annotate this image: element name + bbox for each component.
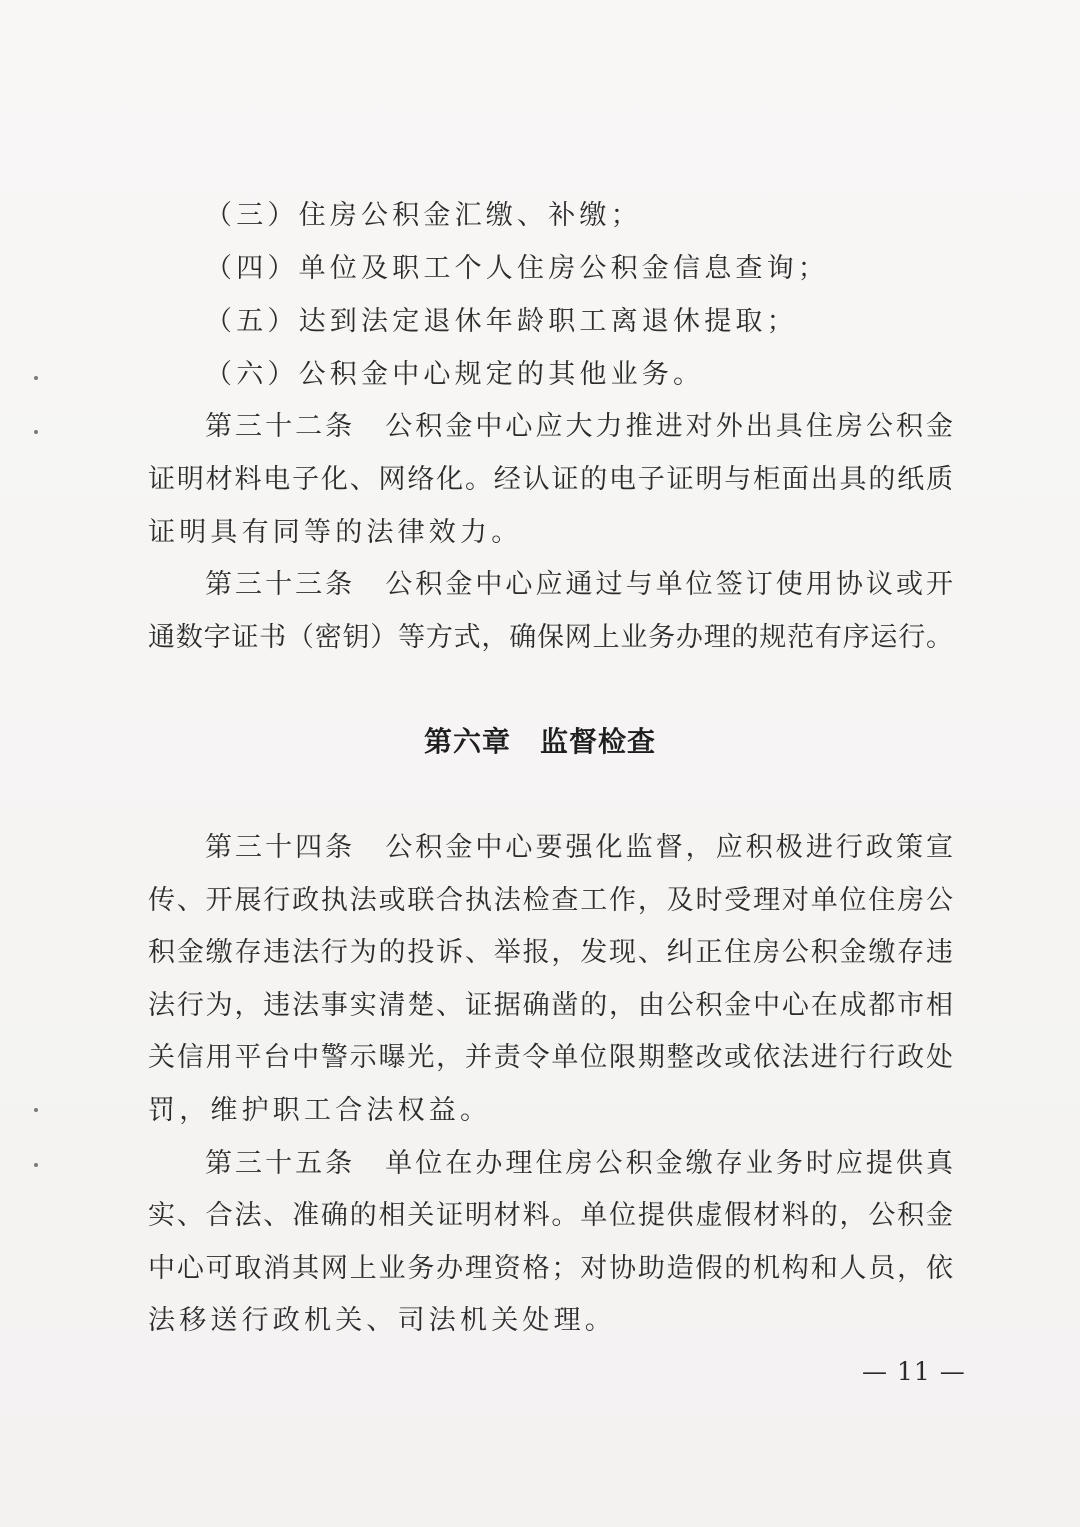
- article-35-line-2: 实、合法、准确的相关证明材料。单位提供虚假材料的，公积金: [148, 1200, 953, 1231]
- article-34-line-1: 第三十四条 公积金中心要强化监督，应积极进行政策宣: [205, 832, 953, 863]
- article-33-line-1: 第三十三条 公积金中心应通过与单位签订使用协议或开: [205, 569, 953, 600]
- article-35-line-4: 法移送行政机关、司法机关处理。: [148, 1305, 616, 1336]
- list-item-4: （四）单位及职工个人住房公积金信息查询；: [205, 253, 829, 284]
- chapter-heading: 第六章 监督检查: [423, 725, 656, 758]
- article-32-line-1: 第三十二条 公积金中心应大力推进对外出具住房公积金: [205, 411, 953, 442]
- article-33-line-2: 通数字证书（密钥）等方式，确保网上业务办理的规范有序运行。: [148, 622, 953, 653]
- article-34-line-4: 法行为，违法事实清楚、证据确凿的，由公积金中心在成都市相: [148, 990, 953, 1021]
- article-34-line-2: 传、开展行政执法或联合执法检查工作，及时受理对单位住房公: [148, 885, 953, 916]
- list-item-5: （五）达到法定退休年龄职工离退休提取；: [205, 306, 798, 337]
- margin-dot: [34, 376, 38, 380]
- article-34-line-3: 积金缴存违法行为的投诉、举报，发现、纠正住房公积金缴存违: [148, 937, 953, 968]
- list-item-3: （三）住房公积金汇缴、补缴；: [205, 200, 642, 231]
- article-34-line-6: 罚，维护职工合法权益。: [148, 1095, 492, 1126]
- margin-dot: [34, 1108, 38, 1112]
- list-item-6: （六）公积金中心规定的其他业务。: [205, 359, 705, 390]
- margin-dot: [34, 1163, 38, 1167]
- article-35-line-3: 中心可取消其网上业务办理资格；对协助造假的机构和人员，依: [148, 1253, 953, 1284]
- page-number: — 11 —: [862, 1357, 966, 1386]
- margin-dot: [34, 430, 38, 434]
- article-35-line-1: 第三十五条 单位在办理住房公积金缴存业务时应提供真: [205, 1148, 953, 1179]
- article-34-line-5: 关信用平台中警示曝光，并责令单位限期整改或依法进行行政处: [148, 1042, 953, 1073]
- article-32-line-2: 证明材料电子化、网络化。经认证的电子证明与柜面出具的纸质: [148, 464, 953, 495]
- article-32-line-3: 证明具有同等的法律效力。: [148, 517, 523, 548]
